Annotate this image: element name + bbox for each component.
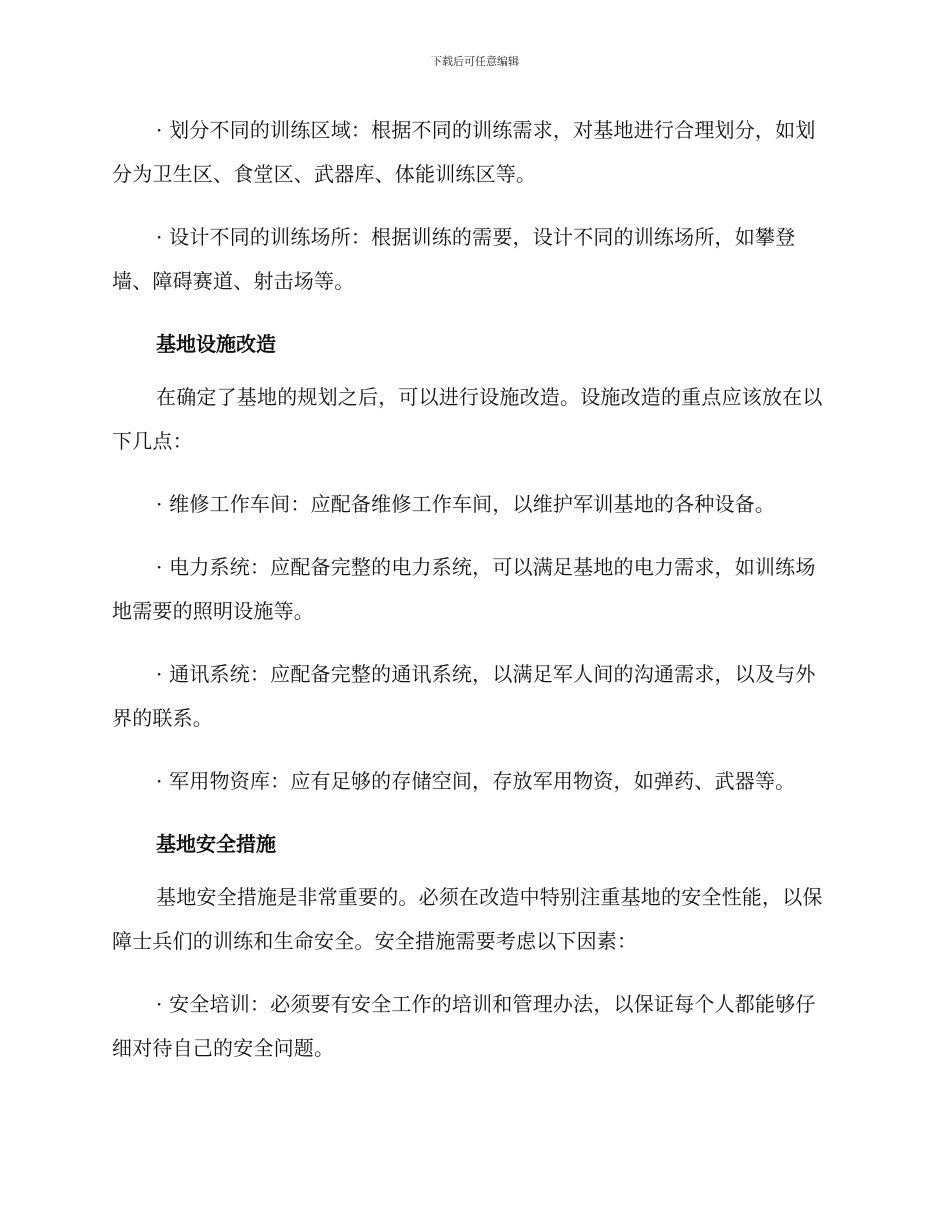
- bullet-communication-system: · 通讯系统：应配备完整的通讯系统，以满足军人间的沟通需求，以及与外界的联系。: [112, 662, 816, 730]
- paragraph-facility-intro: 在确定了基地的规划之后，可以进行设施改造。设施改造的重点应该放在以下几点：: [112, 385, 823, 453]
- section-heading-safety-measures: 基地安全措施: [156, 832, 276, 856]
- page-header: 下载后可任意编辑: [431, 55, 519, 68]
- bullet-safety-training: · 安全培训：必须要有安全工作的培训和管理办法，以保证每个人都能够仔细对待自己的安全问题。: [112, 992, 816, 1060]
- bullet-power-system: · 电力系统：应配备完整的电力系统，可以满足基地的电力需求，如训练场地需要的照明设施等。: [112, 555, 816, 623]
- bullet-supply-depot: · 军用物资库：应有足够的存储空间，存放军用物资，如弹药、武器等。: [156, 769, 796, 793]
- paragraph-safety-intro: 基地安全措施是非常重要的。必须在改造中特别注重基地的安全性能，以保障士兵们的训练和生命安全。安全措施需要考虑以下因素：: [112, 885, 823, 953]
- bullet-repair-workshop: · 维修工作车间：应配备维修工作车间，以维护军训基地的各种设备。: [156, 492, 776, 516]
- bullet-training-sites: · 设计不同的训练场所：根据训练的需要，设计不同的训练场所，如攀登墙、障碍赛道、射击场等。: [112, 225, 796, 293]
- document-body: [112, 108, 832, 1089]
- section-heading-facility-renovation: 基地设施改造: [156, 332, 276, 356]
- bullet-training-areas: · 划分不同的训练区域：根据不同的训练需求，对基地进行合理划分，如划分为卫生区、食堂区、武器库、体能训练区等。: [112, 118, 816, 186]
